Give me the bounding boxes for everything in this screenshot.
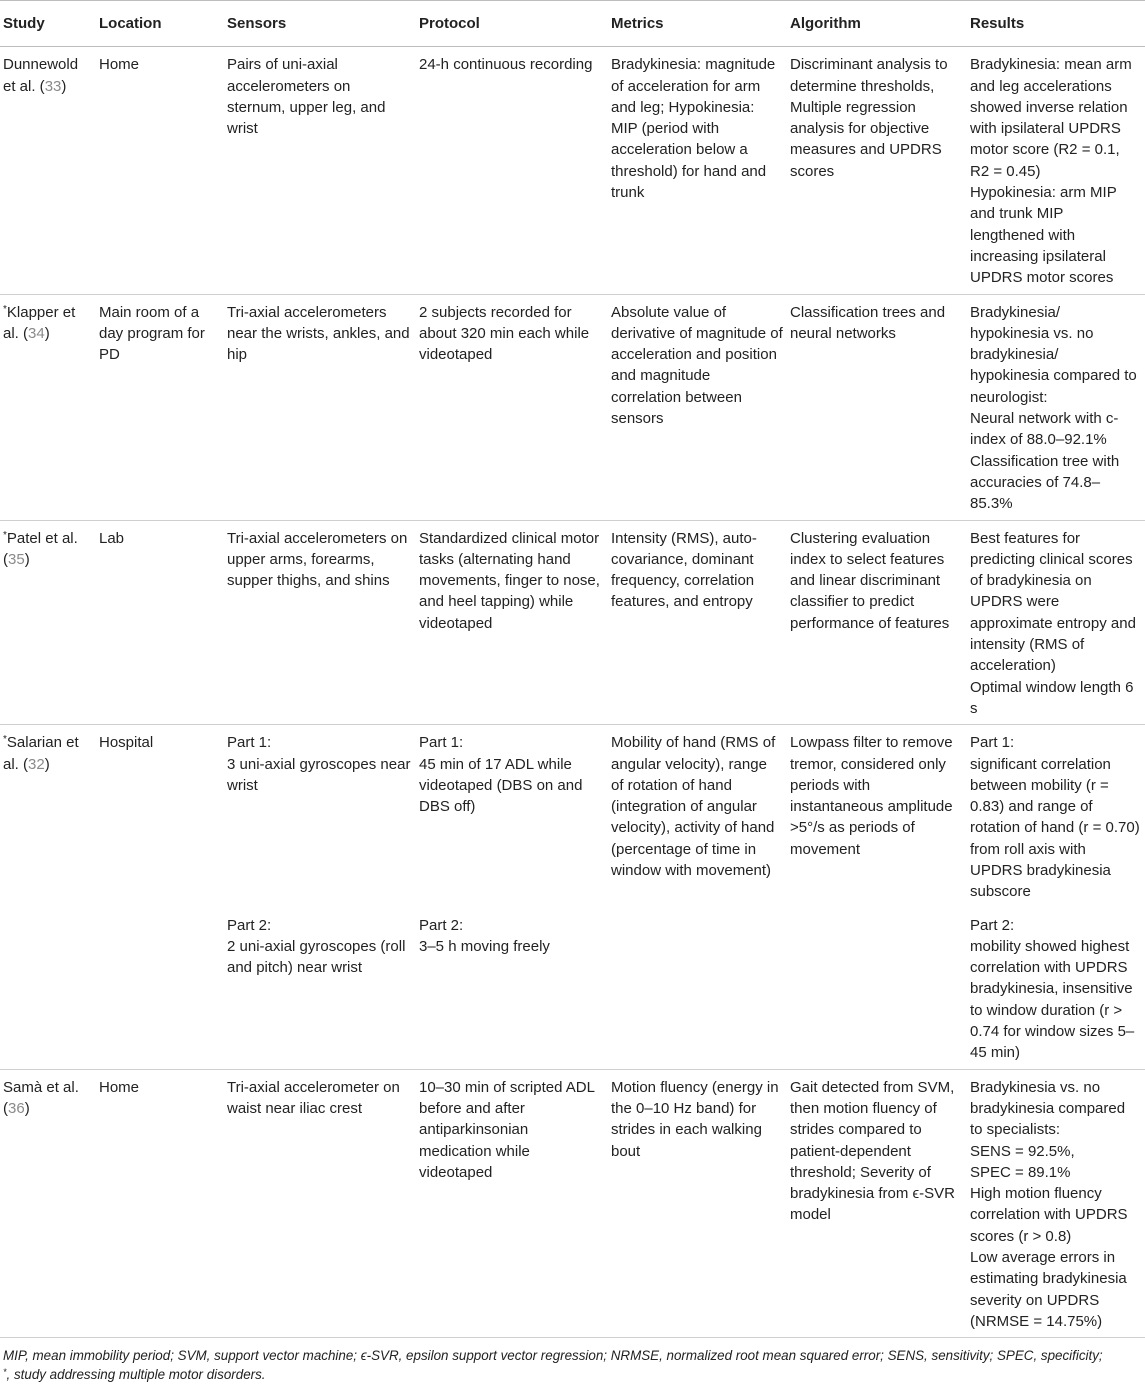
study-author-close: ) (61, 77, 67, 95)
results-line: SENS = 92.5%, (970, 1142, 1075, 1160)
cell-study (0, 520, 96, 725)
table-body (0, 47, 1145, 1338)
cell-sensors (224, 47, 416, 294)
cell-location: Main room of a day program for PD (96, 294, 224, 520)
results-line: High motion fluency correlation with UPDRS scores (r > 0.8) (970, 1185, 1128, 1245)
results-line: Neural network with c-index of 88.0–92.1% (970, 410, 1119, 449)
algorithm-line: Gait detected from SVM, then motion fluency of strides compared to patient-dependent threshold; Severity of bradykinesia from ϵ-SVR model (790, 1078, 956, 1224)
cell-protocol (416, 294, 608, 520)
cell-location: Home (96, 1069, 224, 1338)
results-line: SPEC = 89.1% (970, 1163, 1071, 1181)
cell-algorithm (787, 47, 967, 294)
study-author: Dunnewold et al. ( (3, 56, 79, 95)
cell-location: Home (96, 47, 224, 294)
results-line: Bradykinesia/ hypokinesia vs. no bradykinesia/ hypokinesia compared to neurologist: (970, 303, 1137, 406)
footnote-asterisk-text: , study addressing multiple motor disorders. (6, 1367, 266, 1383)
table-footnote (0, 1338, 1145, 1384)
table-row (0, 725, 1145, 909)
results-line: Part 1: (970, 734, 1015, 752)
cell-metrics (608, 520, 787, 725)
cell-location: Hospital (96, 725, 224, 1069)
protocol-line: 3–5 h moving freely (419, 937, 550, 955)
study-author: Samà et al. ( (3, 1078, 79, 1117)
cell-algorithm (787, 1069, 967, 1338)
cell-study (0, 725, 96, 1069)
reference-link[interactable]: 34 (28, 324, 45, 342)
header-algorithm: Algorithm (787, 1, 967, 47)
footnote-abbreviations: MIP, mean immobility period; SVM, support vector machine; ϵ-SVR, epsilon support vector regression; NRMSE, normalized root mean squared error; SENS, sensitivity; SPEC, specificity; (3, 1348, 1103, 1364)
sensors-line: Pairs of uni-axial accelerometers on sternum, upper leg, and wrist (227, 56, 386, 138)
cell-results (967, 294, 1145, 520)
sensors-line: 3 uni-axial gyroscopes near wrist (227, 755, 411, 794)
sensors-line: Part 2: (227, 916, 272, 934)
results-line: Optimal window length 6 s (970, 678, 1134, 717)
cell-algorithm (787, 909, 967, 1070)
study-author: Klapper et al. ( (3, 303, 76, 342)
protocol-line: Part 1: (419, 734, 464, 752)
algorithm-line: Clustering evaluation index to select features and linear discriminant classifier to predict performance of features (790, 529, 950, 632)
results-line: significant correlation between mobility (r = 0.83) and range of rotation of hand (r = 0.70) from roll axis with UPDRS bradykinesia subscore (970, 755, 1140, 901)
reference-link[interactable]: 35 (8, 550, 25, 568)
cell-protocol (416, 47, 608, 294)
header-results: Results (967, 1, 1145, 47)
asterisk-mark: * (3, 529, 7, 541)
cell-results (967, 47, 1145, 294)
sensors-line: Part 1: (227, 734, 272, 752)
algorithm-line: Classification trees and neural networks (790, 303, 946, 342)
metrics-line: Bradykinesia: magnitude of acceleration for arm and leg; Hypokinesia: MIP (period with acceleration below a threshold) for hand and trunk (611, 56, 776, 202)
metrics-line: Mobility of hand (RMS of angular velocity), range of rotation of hand (integration of angular velocity), activity of hand (percentage of time in window with movement) (611, 734, 776, 879)
reference-link[interactable]: 32 (28, 755, 45, 773)
cell-study (0, 47, 96, 294)
cell-metrics (608, 909, 787, 1070)
cell-metrics (608, 725, 787, 909)
results-line: Classification tree with accuracies of 74.8–85.3% (970, 452, 1120, 513)
reference-link[interactable]: 33 (44, 77, 62, 95)
cell-sensors (224, 725, 416, 909)
results-line: Best features for predicting clinical scores of bradykinesia on UPDRS were approximate entropy and intensity (RMS of acceleration) (970, 529, 1136, 675)
cell-sensors (224, 1069, 416, 1338)
sensors-line: Tri-axial accelerometers on upper arms, forearms, supper thighs, and shins (227, 529, 408, 590)
cell-sensors (224, 294, 416, 520)
sensors-line: Tri-axial accelerometers near the wrists, ankles, and hip (227, 303, 410, 364)
cell-algorithm (787, 520, 967, 725)
cell-metrics (608, 294, 787, 520)
metrics-line: Intensity (RMS), auto-covariance, dominant frequency, correlation features, and entropy (611, 529, 757, 611)
footnote-asterisk: * (3, 1367, 7, 1378)
metrics-line: Absolute value of derivative of magnitude of acceleration and position and magnitude correlation between sensors (611, 303, 783, 428)
cell-protocol (416, 520, 608, 725)
cell-results (967, 520, 1145, 725)
study-author: Patel et al. ( (3, 529, 78, 568)
study-author: Salarian et al. ( (3, 734, 79, 773)
header-metrics: Metrics (608, 1, 787, 47)
header-sensors: Sensors (224, 1, 416, 47)
cell-results (967, 909, 1145, 1070)
sensors-line: 2 uni-axial gyroscopes (roll and pitch) near wrist (227, 937, 406, 977)
results-line: Bradykinesia vs. no bradykinesia compared to specialists: (970, 1078, 1126, 1139)
protocol-line: 24-h continuous recording (419, 56, 593, 74)
sensors-line: Tri-axial accelerometer on waist near iliac crest (227, 1078, 400, 1117)
table-row (0, 1069, 1145, 1338)
study-author-close: ) (44, 755, 50, 773)
protocol-line: 45 min of 17 ADL while videotaped (DBS on and DBS off) (419, 755, 583, 816)
cell-results (967, 725, 1145, 909)
results-line: mobility showed highest correlation with UPDRS bradykinesia, insensitive to window duration (r > 0.74 for window sizes 5–45 min) (970, 937, 1135, 1062)
results-line: Part 2: (970, 916, 1015, 934)
protocol-line: Standardized clinical motor tasks (alternating hand movements, finger to nose, and heel tapping) while videotaped (419, 529, 600, 632)
protocol-line: 2 subjects recorded for about 320 min each while videotaped (419, 303, 590, 364)
cell-protocol (416, 909, 608, 1070)
header-location: Location (96, 1, 224, 47)
header-study: Study (0, 1, 96, 47)
header-protocol: Protocol (416, 1, 608, 47)
study-author-close: ) (24, 550, 30, 568)
cell-sensors (224, 909, 416, 1070)
table-header (0, 1, 1145, 47)
cell-study (0, 294, 96, 520)
cell-location: Lab (96, 520, 224, 725)
metrics-line: Motion fluency (energy in the 0–10 Hz band) for strides in each walking bout (611, 1078, 779, 1160)
cell-results (967, 1069, 1145, 1338)
table-row (0, 294, 1145, 520)
cell-metrics (608, 47, 787, 294)
cell-algorithm (787, 725, 967, 909)
results-line: Bradykinesia: mean arm and leg accelerations showed inverse relation with ipsilateral UPDRS motor score (R2 = 0.1, R2 = 0.45) (970, 56, 1132, 180)
algorithm-line: Discriminant analysis to determine thresholds, Multiple regression analysis for objective measures and UPDRS scores (790, 56, 948, 180)
protocol-line: 10–30 min of scripted ADL before and after antiparkinsonian medication while videotaped (419, 1078, 595, 1181)
cell-metrics (608, 1069, 787, 1338)
cell-sensors (224, 520, 416, 725)
cell-protocol (416, 725, 608, 909)
table-row (0, 47, 1145, 294)
protocol-line: Part 2: (419, 916, 464, 934)
algorithm-line: Lowpass filter to remove tremor, considered only periods with instantaneous amplitude >5°/s as periods of movement (790, 734, 953, 858)
reference-link[interactable]: 36 (8, 1099, 25, 1117)
cell-study (0, 1069, 96, 1338)
results-line: Low average errors in estimating bradykinesia severity on UPDRS (NRMSE = 14.75%) (970, 1249, 1127, 1330)
cell-protocol (416, 1069, 608, 1338)
table-row (0, 520, 1145, 725)
study-author-close: ) (44, 324, 50, 342)
cell-algorithm (787, 294, 967, 520)
asterisk-mark: * (3, 303, 7, 315)
footnote-asterisk-note (3, 1365, 1142, 1384)
study-author-close: ) (24, 1099, 30, 1117)
asterisk-mark: * (3, 734, 7, 746)
results-line: Hypokinesia: arm MIP and trunk MIP lengthened with increasing ipsilateral UPDRS motor scores (970, 184, 1117, 287)
